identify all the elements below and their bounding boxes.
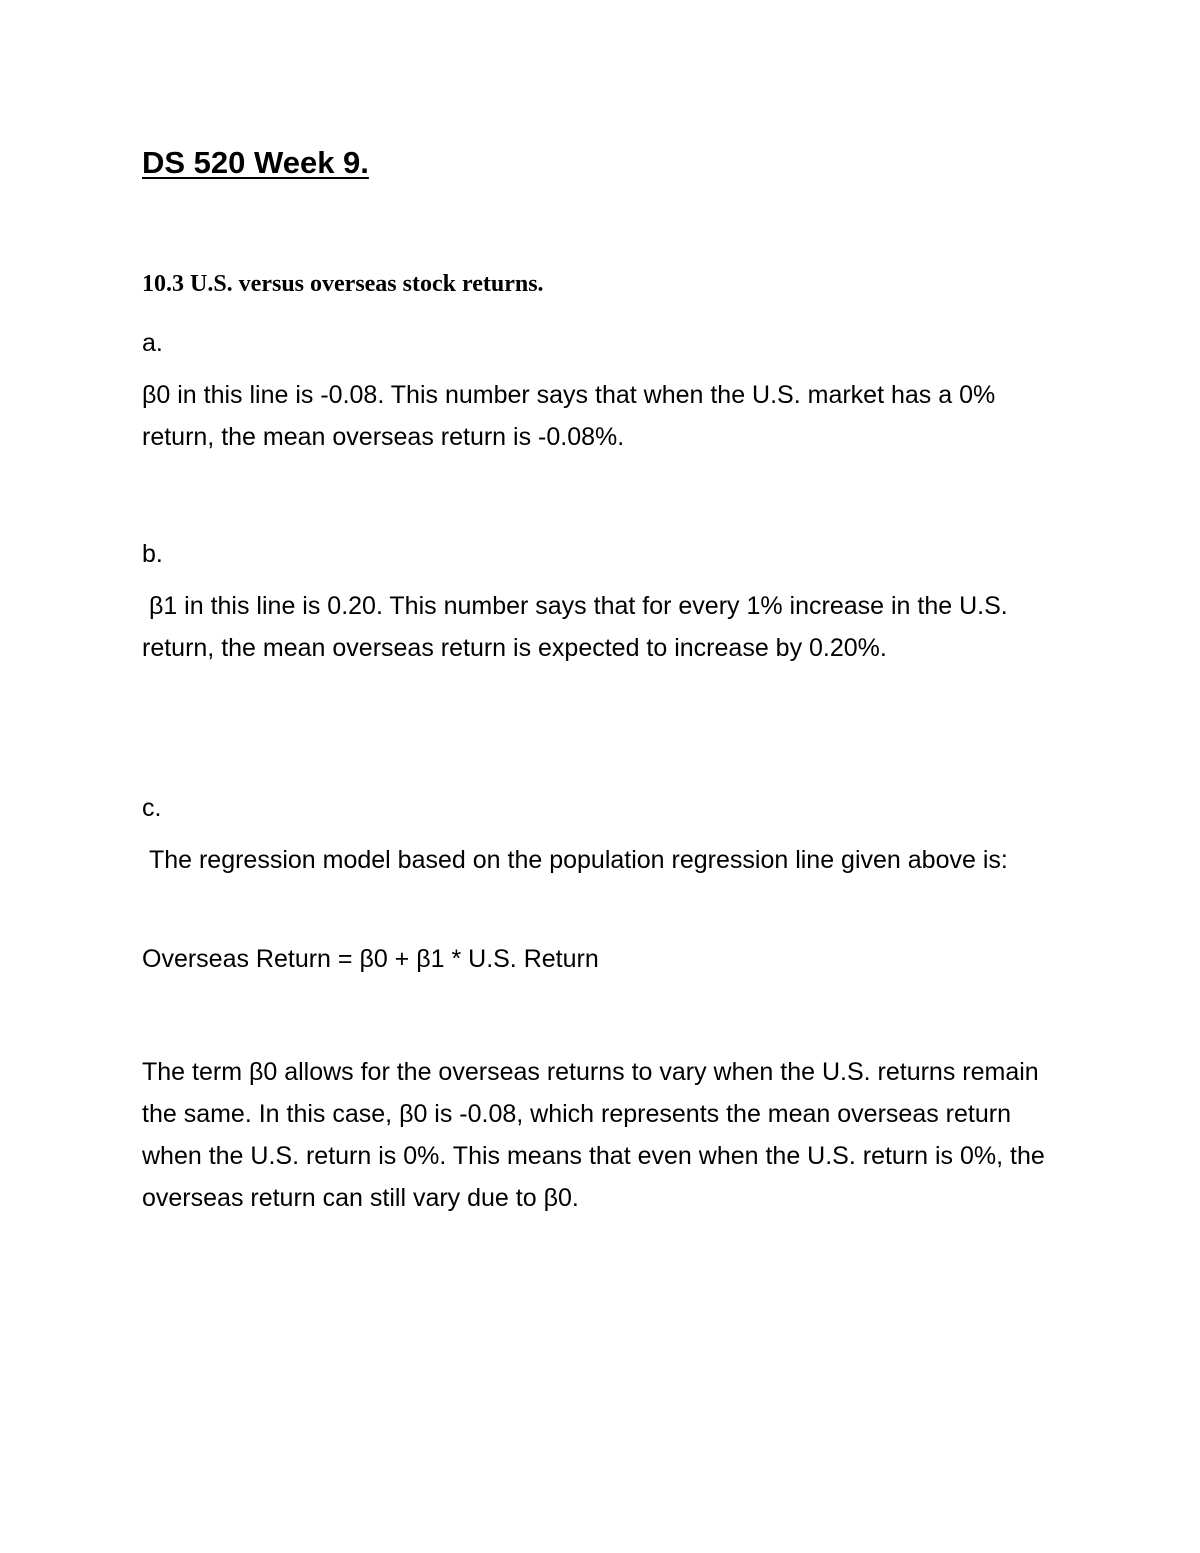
part-b-label: b. (142, 540, 163, 568)
problem-heading: 10.3 U.S. versus overseas stock returns. (142, 271, 544, 297)
part-c-explanation: The term β0 allows for the overseas returns to vary when the U.S. returns remain the same. In this case, β0 is -0.08, which represents the mean overseas return when the U.S. return is 0%. This means that even when the U.S. return is 0%, the overseas return can still vary due to β0. (142, 1058, 1045, 1212)
part-c-intro: The regression model based on the population regression line given above is: (142, 846, 1008, 874)
part-a-label: a. (142, 329, 163, 357)
document-title: DS 520 Week 9. (142, 145, 369, 180)
part-c-label: c. (142, 794, 162, 822)
part-a-answer: β0 in this line is -0.08. This number says that when the U.S. market has a 0% return, the mean overseas return is -0.08%. (142, 381, 996, 451)
part-b-answer: β1 in this line is 0.20. This number says that for every 1% increase in the U.S. return, the mean overseas return is expected to increase by 0.20%. (142, 592, 1015, 662)
regression-equation: Overseas Return = β0 + β1 * U.S. Return (142, 945, 599, 973)
